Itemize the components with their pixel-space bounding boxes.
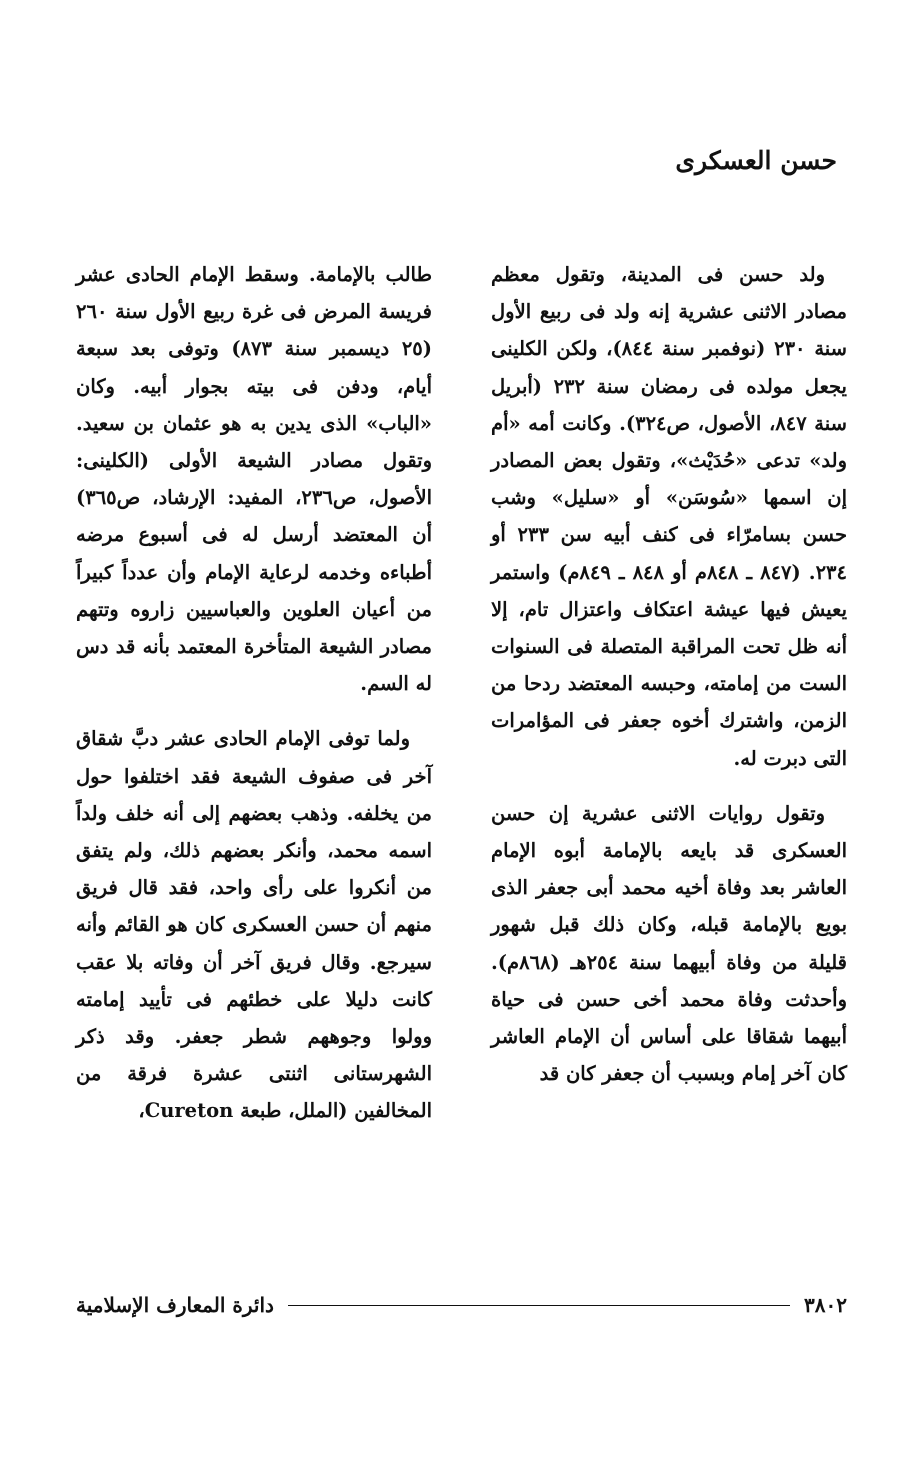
paragraph: ولد حسن فى المدينة، وتقول معظم مصادر الاثنى عشرية إنه ولد فى ربيع الأول سنة ٢٣٠ (نوفمبر سنة ٨٤٤)، ولكن الكلينى يجعل مولده فى رمضان سنة ٢٣٢ (أبريل سنة ٨٤٧، الأصول، ص٣٢٤). وكانت أمه «أم ولد» تدعى «حُدَيْث»، وتقول بعض المصادر إن اسمها «سُوسَن» أو «سليل» وشب حسن بسامرّاء فى كنف أبيه سن ٢٣٣ أو ٢٣٤. (٨٤٧ ـ ٨٤٨م أو ٨٤٨ ـ ٨٤٩م) واستمر يعيش فيها عيشة اعتكاف واعتزال تام، إلا أنه ظل تحت المراقبة المتصلة فى السنوات الست من إمامته، وحبسه المعتضد ردحا من الزمن، واشترك أخوه جعفر فى المؤامرات التى دبرت له. (491, 263, 847, 770)
running-title: حسن العسكرى (675, 146, 837, 175)
right-column (491, 256, 847, 1092)
footer-rule (288, 1305, 790, 1306)
page-footer (76, 1290, 847, 1320)
paragraph: طالب بالإمامة. وسقط الإمام الحادى عشر فريسة المرض فى غرة ربيع الأول سنة ٢٦٠ (٢٥ ديسمبر سنة ٨٧٣) وتوفى بعد سبعة أيام، ودفن فى بيته بجوار أبيه. وكان «الباب» الذى يدين به هو عثمان بن سعيد. وتقول مصادر الشيعة الأولى (الكلينى: الأصول، ص٢٣٦، المفيد: الإرشاد، ص٣٦٥) أن المعتضد أرسل له فى أسبوع مرضه أطباءه وخدمه لرعاية الإمام وأن عدداً كبيراً من أعيان العلوين والعباسيين زاروه وتتهم مصادر الشيعة المتأخرة المعتمد بأنه قد دس له السم. (76, 263, 433, 696)
left-column (76, 256, 432, 1130)
page-number: ٣٨٠٢ (804, 1293, 847, 1317)
paragraph: ولما توفى الإمام الحادى عشر دبَّ شقاق آخر فى صفوف الشيعة فقد اختلفوا حول من يخلفه. وذهب بعضهم إلى أنه خلف ولداً اسمه محمد، وأنكر بعضهم ذلك، ولم يتفق من أنكروا على رأى واحد، فقد قال فريق منهم أن حسن العسكرى كان هو القائم وأنه سيرجع. وقال فريق آخر أن وفاته بلا عقب كانت دليلا على خطئهم فى تأييد إمامته وولوا وجوههم شطر جعفر. وقد ذكر الشهرستانى اثنتى عشرة فرقة من المخالفين (الملل، طبعة Cureton، (76, 727, 432, 1123)
publication-title: دائرة المعارف الإسلامية (76, 1293, 274, 1317)
paragraph: وتقول روايات الاثنى عشرية إن حسن العسكرى قد بايعه بالإمامة أبوه الإمام العاشر بعد وفاة أخيه محمد أبى جعفر الذى بويع بالإمامة قبله، وكان ذلك قبل شهور قليلة من وفاة أبيهما سنة ٢٥٤هـ (٨٦٨م). وأحدثت وفاة محمد أخى حسن فى حياة أبيهما شقاقا على أساس أن الإمام العاشر كان آخر إمام وبسبب أن جعفر كان قد (491, 801, 848, 1086)
